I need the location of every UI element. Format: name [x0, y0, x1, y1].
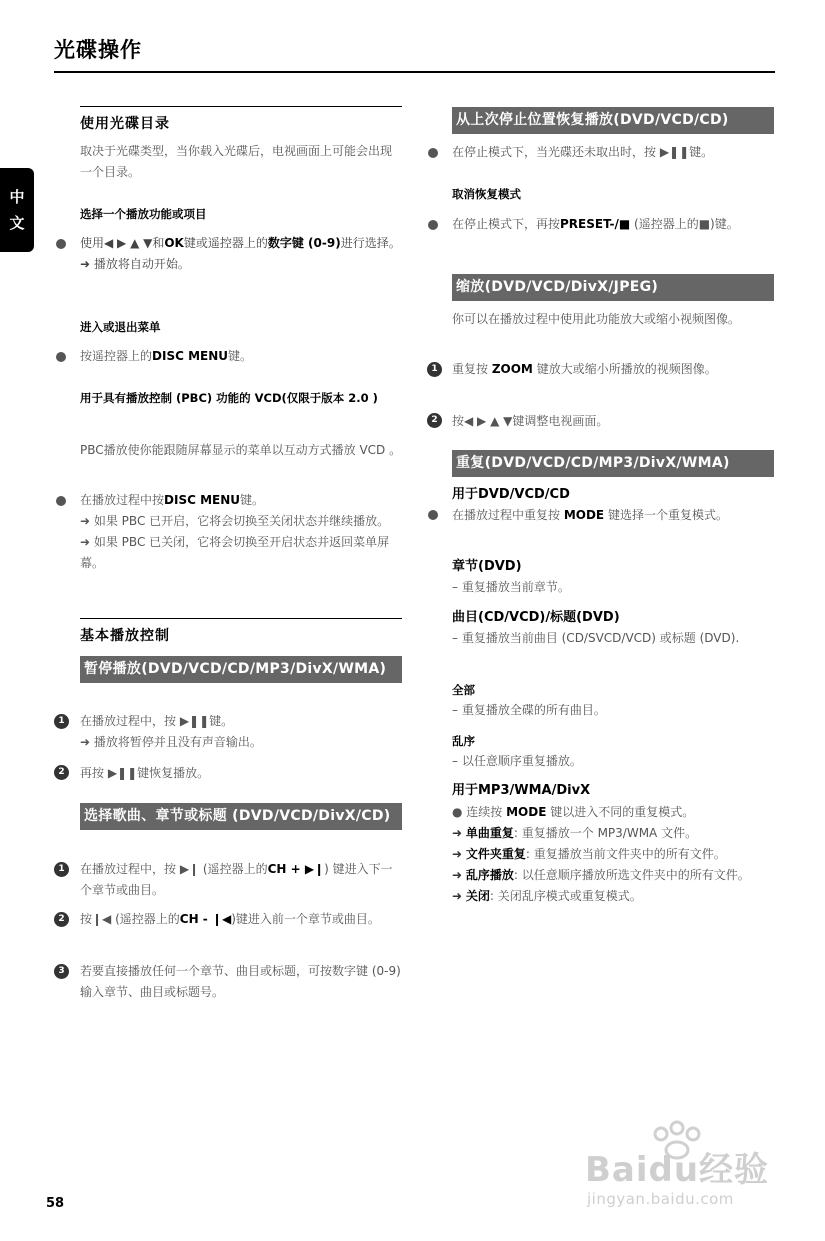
subheading-for-dvd: 用于DVD/VCD/CD: [452, 487, 570, 502]
bar-zoom: 缩放(DVD/VCD/DivX/JPEG): [452, 274, 774, 301]
resume-instruction: 在停止模式下，当光碟还未取出时，按 ▶❚❚键。: [452, 145, 714, 159]
zoom-step-2: 按◀ ▶ ▲ ▼键调整电视画面。: [452, 414, 609, 428]
step-number-2: 2: [54, 765, 69, 780]
cancel-resume-instruction: 在停止模式下，再按PRESET-/■ (遥控器上的■)键。: [452, 217, 739, 231]
subheading-track-title: 曲目(CD/VCD)/标题(DVD): [452, 610, 620, 625]
arrow-icon: ➜: [452, 826, 466, 840]
bullet-icon: [428, 510, 438, 520]
bullet-icon: [428, 220, 438, 230]
language-tab: [0, 168, 34, 252]
zoom-step-1: 重复按 ZOOM 键放大或缩小所播放的视频图像。: [452, 362, 717, 376]
result-arrow: ➜ 播放将自动开始。: [80, 257, 190, 271]
bullet-icon: [56, 496, 66, 506]
chapter-description: – 重复播放当前章节。: [452, 580, 570, 594]
title-rule: [54, 71, 775, 73]
result-arrow: ➜ 如果 PBC 已关闭，它将会切换至开启状态并返回菜单屏幕。: [80, 535, 390, 570]
subheading-cancel-resume: 取消恢复模式: [452, 187, 521, 201]
baidu-watermark: [585, 1120, 780, 1215]
arrow-icon: ➜: [452, 847, 466, 861]
subheading-all: 全部: [452, 683, 475, 697]
subheading-select-item: 选择一个播放功能或项目: [80, 207, 207, 221]
step-number-2: 2: [54, 912, 69, 927]
step-number-2: 2: [427, 413, 442, 428]
section-heading-basic-playback: 基本播放控制: [80, 618, 402, 645]
step-number-1: 1: [54, 714, 69, 729]
next-track-step: 在播放过程中，按 ▶❙ (遥控器上的CH + ▶❙) 键进入下一个章节或曲目。: [80, 862, 393, 897]
language-tab-char: 中: [9, 188, 25, 206]
shuffle-description: – 以任意顺序重复播放。: [452, 754, 582, 768]
watermark-logo: Baidu经验: [585, 1150, 770, 1190]
bullet-icon: [56, 239, 66, 249]
result-arrow: ➜ 播放将暂停并且没有声音输出。: [80, 735, 262, 749]
pbc-description: PBC播放使你能跟随屏幕显示的菜单以互动方式播放 VCD 。: [80, 443, 402, 457]
subheading-shuffle: 乱序: [452, 734, 475, 748]
disc-menu-intro: 取决于光碟类型，当你载入光碟后，电视画面上可能会出现一个目录。: [80, 144, 393, 179]
page-number: 58: [46, 1196, 65, 1211]
bar-pause: 暂停播放(DVD/VCD/CD/MP3/DivX/WMA): [80, 656, 402, 683]
select-instruction: 使用◀ ▶ ▲ ▼和OK键或遥控器上的数字键 (0-9)进行选择。 ➜ 播放将自动开始。: [80, 236, 401, 271]
pbc-instruction: 在播放过程中按DISC MENU键。 ➜ 如果 PBC 已开启，它将会切换至关闭状态并继续播放。 ➜ 如果 PBC 已关闭，它将会切换至开启状态并返回菜单屏幕。: [80, 493, 390, 570]
bar-repeat: 重复(DVD/VCD/CD/MP3/DivX/WMA): [452, 450, 774, 477]
subheading-chapter: 章节(DVD): [452, 559, 522, 574]
pause-step-2: 再按 ▶❚❚键恢复播放。: [80, 766, 210, 780]
subheading-pbc: 用于具有播放控制 (PBC) 功能的 VCD(仅限于版本 2.0 ): [80, 391, 378, 405]
track-title-description: – 重复播放当前曲目 (CD/SVCD/VCD) 或标题 (DVD).: [452, 631, 740, 645]
page-title: 光碟操作: [54, 38, 142, 62]
direct-play-step: 若要直接播放任何一个章节、曲目或标题，可按数字键 (0-9) 输入章节、曲目或标题号。: [80, 964, 401, 999]
zoom-intro: 你可以在播放过程中使用此功能放大或缩小视频图像。: [452, 312, 741, 326]
pause-step-1: 在播放过程中，按 ▶❚❚键。 ➜ 播放将暂停并且没有声音输出。: [80, 714, 262, 749]
step-number-3: 3: [54, 964, 69, 979]
bar-resume: 从上次停止位置恢复播放(DVD/VCD/CD): [452, 107, 774, 134]
section-heading-disc-menu: 使用光碟目录: [80, 106, 402, 133]
language-tab-char: 文: [9, 214, 25, 232]
step-number-1: 1: [54, 862, 69, 877]
repeat-instruction: 在播放过程中重复按 MODE 键选择一个重复模式。: [452, 508, 728, 522]
previous-track-step: 按❙◀ (遥控器上的CH - ❙◀)键进入前一个章节或曲目。: [80, 912, 380, 926]
menu-instruction: 按遥控器上的DISC MENU键。: [80, 349, 253, 363]
step-number-1: 1: [427, 362, 442, 377]
all-description: – 重复播放全碟的所有曲目。: [452, 703, 606, 717]
bullet-icon: [56, 352, 66, 362]
subheading-for-mp3: 用于MP3/WMA/DivX: [452, 783, 591, 798]
result-arrow: ➜ 如果 PBC 已开启，它将会切换至关闭状态并继续播放。: [80, 514, 390, 528]
bar-select-track: 选择歌曲、章节或标题 (DVD/VCD/DivX/CD): [80, 803, 402, 830]
bullet-icon: [428, 148, 438, 158]
watermark-url: jingyan.baidu.com: [587, 1190, 734, 1208]
arrow-icon: ➜: [452, 868, 466, 882]
arrow-icon: ➜: [452, 889, 466, 903]
mp3-repeat-list: ● 连续按 MODE 键以进入不同的重复模式。 ➜ 单曲重复: 重复播放一个 MP3/WMA 文件。 ➜ 文件夹重复: 重复播放当前文件夹中的所有文件。 ➜ 乱序播放: 以任意顺序播放所选文件夹中的所有文件。 ➜ 关闭: 关闭乱序模式或重复模式。: [452, 805, 750, 903]
subheading-menu: 进入或退出菜单: [80, 320, 161, 334]
